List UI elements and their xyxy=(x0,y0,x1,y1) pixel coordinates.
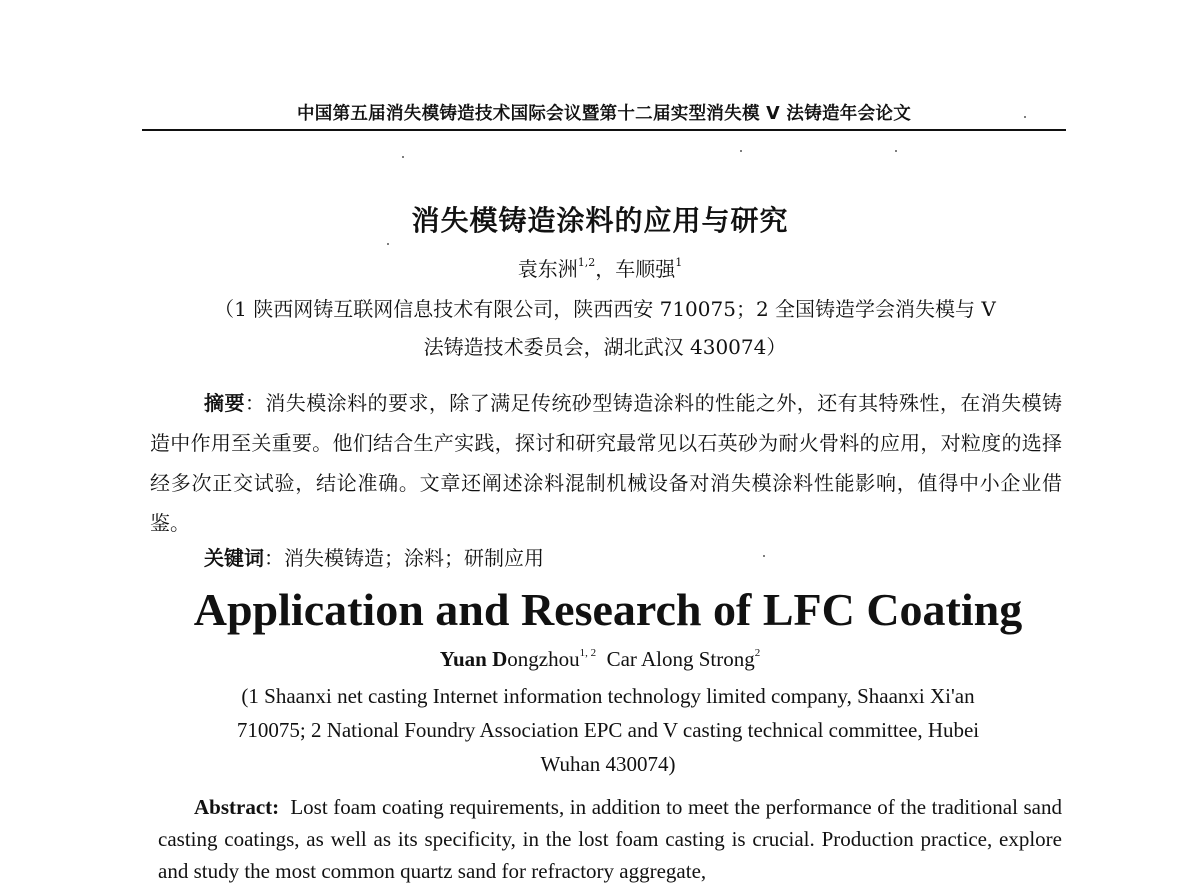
english-affiliations xyxy=(150,679,1066,781)
chinese-abstract-colon: ： xyxy=(244,391,266,415)
chinese-keywords-colon: ： xyxy=(264,546,284,570)
english-authors xyxy=(0,647,1200,672)
chinese-title: 消失模铸造涂料的应用与研究 xyxy=(411,204,789,237)
english-author-1-bold: Yuan D xyxy=(439,647,508,671)
english-abstract-colon: : xyxy=(272,795,280,819)
english-affiliation-line-3: Wuhan 430074) xyxy=(540,752,676,776)
chinese-keywords xyxy=(204,538,1064,578)
english-title: Application and Research of LFC Coating xyxy=(193,584,1023,635)
scan-speck xyxy=(763,555,765,557)
chinese-affiliation-line-1: （1 陕西网铸互联网信息技术有限公司，陕西西安 710075；2 全国铸造学会消失模与 V xyxy=(214,297,996,321)
chinese-abstract-text: 消失模涂料的要求，除了满足传统砂型铸造涂料的性能之外，还有其特殊性，在消失模铸造中作用至关重要。他们结合生产实践，探讨和研究最常见以石英砂为耐火骨料的应用，对粒度的选择经多次正交试验，结论准确。文章还阐述涂料混制机械设备对消失模涂料性能影响，值得中小企业借鉴。 xyxy=(150,391,1063,535)
chinese-abstract-label: 摘要 xyxy=(204,391,245,415)
scan-speck xyxy=(895,150,897,152)
scan-speck xyxy=(740,150,742,152)
english-author-1-affiliation: 1, 2 xyxy=(579,647,597,659)
chinese-author-1: 袁东洲 xyxy=(517,257,578,281)
english-author-1-rest: ongzhou xyxy=(507,647,580,671)
chinese-abstract xyxy=(150,383,1062,543)
english-affiliation-line-2: 710075; 2 National Foundry Association EPC and V casting technical committee, Hubei xyxy=(236,718,980,742)
scan-speck xyxy=(402,156,404,158)
scan-speck xyxy=(387,243,389,245)
chinese-affiliations xyxy=(150,290,1060,366)
conference-header: 中国第五届消失模铸造技术国际会议暨第十二届实型消失模 V 法铸造年会论文 xyxy=(142,100,1066,131)
chinese-authors xyxy=(0,253,1200,282)
chinese-author-2-affiliation: 1 xyxy=(675,256,683,270)
english-author-2-affiliation: 2 xyxy=(754,647,761,659)
english-author-2: Car Along Strong xyxy=(606,647,755,671)
chinese-author-2: 车顺强 xyxy=(615,257,676,281)
english-abstract-label: Abstract xyxy=(194,795,273,819)
english-affiliation-line-1: (1 Shaanxi net casting Internet information technology limited company, Shaanxi Xi'an xyxy=(241,684,975,708)
chinese-keywords-label: 关键词 xyxy=(204,546,264,570)
chinese-keywords-text: 消失模铸造；涂料；研制应用 xyxy=(284,546,544,570)
english-abstract-text: Lost foam coating requirements, in addition to meet the performance of the traditional sand casting coatings, as well as its specificity, in the lost foam casting is crucial. Production practice, explore and study the most common quartz sand for refractory aggregate, xyxy=(158,795,1062,883)
english-abstract xyxy=(158,791,1062,887)
chinese-author-1-affiliation: 1,2 xyxy=(577,256,596,270)
scan-speck xyxy=(1024,116,1026,118)
author-separator: ， xyxy=(595,257,616,281)
chinese-affiliation-line-2: 法铸造技术委员会，湖北武汉 430074） xyxy=(423,335,787,359)
